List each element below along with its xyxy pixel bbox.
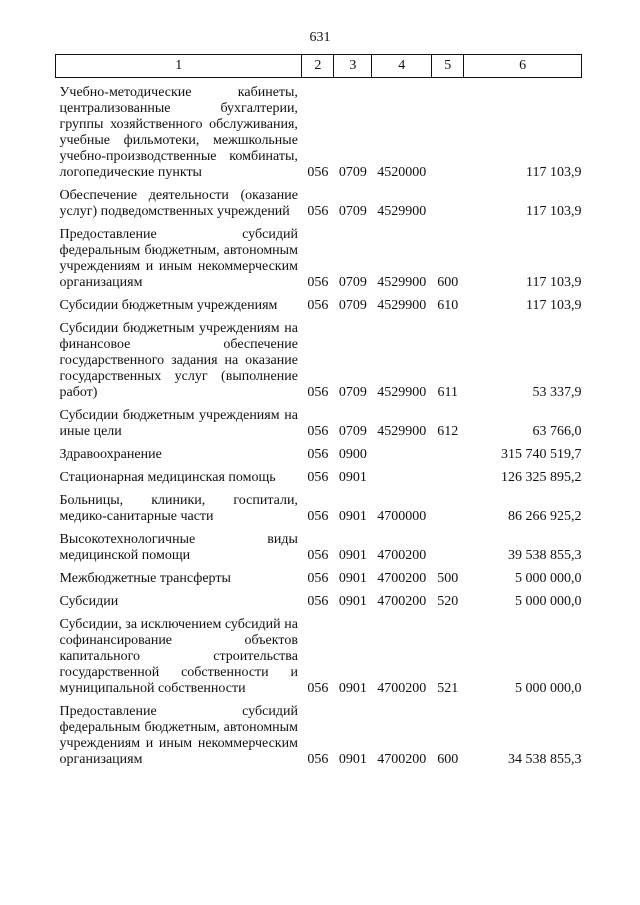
row-expense-kind-code: 600 — [437, 752, 459, 767]
row-target-code: 4529900 — [377, 424, 427, 439]
row-section-code: 0901 — [338, 594, 367, 609]
row-ministry-code: 056 — [307, 298, 329, 313]
row-amount: 5 000 000,0 — [515, 681, 582, 696]
row-section-code: 0709 — [338, 385, 367, 400]
row-target-code: 4520000 — [377, 165, 427, 180]
table-row — [56, 440, 582, 463]
row-expense-kind-code — [432, 486, 464, 525]
row-section-code: 0709 — [338, 298, 367, 313]
table-row — [56, 314, 582, 401]
row-target-code: 4700200 — [377, 594, 427, 609]
page-number: 631 — [309, 30, 331, 45]
row-section-code: 0709 — [338, 275, 367, 290]
table-row — [56, 220, 582, 291]
row-name: Субсидии бюджетным учреждениям на иные цели — [59, 408, 298, 439]
row-section-code: 0709 — [338, 204, 367, 219]
row-expense-kind-code — [432, 525, 464, 564]
row-section-code: 0901 — [338, 470, 367, 485]
table-row — [56, 401, 582, 440]
row-section-code: 0709 — [338, 424, 367, 439]
row-amount: 34 538 855,3 — [508, 752, 582, 767]
row-target-code: 4700000 — [377, 509, 427, 524]
row-name: Предоставление субсидий федеральным бюджетным, автономным учреждениям и иным некоммерческим организациям — [59, 227, 298, 290]
header-col-2: 2 — [302, 55, 334, 78]
header-col-6: 6 — [464, 55, 582, 78]
row-amount: 39 538 855,3 — [508, 548, 582, 563]
table-row — [56, 486, 582, 525]
row-target-code: 4700200 — [377, 571, 427, 586]
row-ministry-code: 056 — [307, 385, 329, 400]
header-col-3: 3 — [334, 55, 372, 78]
row-ministry-code: 056 — [307, 594, 329, 609]
table-header — [56, 55, 582, 78]
row-ministry-code: 056 — [307, 681, 329, 696]
row-ministry-code: 056 — [307, 447, 329, 462]
row-amount: 5 000 000,0 — [515, 571, 582, 586]
row-target-code: 4700200 — [377, 752, 427, 767]
row-expense-kind-code — [432, 463, 464, 486]
row-target-code: 4700200 — [377, 548, 427, 563]
row-expense-kind-code: 500 — [437, 571, 459, 586]
row-ministry-code: 056 — [307, 204, 329, 219]
table-row — [56, 525, 582, 564]
row-expense-kind-code: 521 — [437, 681, 459, 696]
row-name: Субсидии, за исключением субсидий на софинансирование объектов капитального строительства государственной собственности и муниципальной собственности — [59, 617, 298, 696]
row-section-code: 0900 — [338, 447, 367, 462]
row-name: Субсидии бюджетным учреждениям — [59, 298, 278, 313]
table-row — [56, 291, 582, 314]
row-target-code: 4700200 — [377, 681, 427, 696]
row-expense-kind-code: 611 — [437, 385, 458, 400]
row-name: Субсидии бюджетным учреждениям на финансовое обеспечение государственного задания на оказание государственных услуг (выполнение работ) — [59, 321, 298, 400]
row-section-code: 0709 — [338, 165, 367, 180]
row-target-code: 4529900 — [377, 385, 427, 400]
row-section-code: 0901 — [338, 571, 367, 586]
row-expense-kind-code — [432, 181, 464, 220]
row-ministry-code: 056 — [307, 470, 329, 485]
row-amount: 117 103,9 — [526, 165, 582, 180]
row-target-code: 4529900 — [377, 275, 427, 290]
row-expense-kind-code — [432, 78, 464, 182]
row-target-code: 4529900 — [377, 298, 427, 313]
row-section-code: 0901 — [338, 752, 367, 767]
row-expense-kind-code — [432, 440, 464, 463]
row-name: Больницы, клиники, госпитали, медико-санитарные части — [59, 493, 298, 524]
table-row — [56, 610, 582, 697]
row-name: Учебно-методические кабинеты, централизованные бухгалтерии, группы хозяйственного обслуживания, учебные фильмотеки, межшкольные учебно-производственные комбинаты, логопедические пункты — [59, 85, 298, 180]
table-body — [56, 78, 582, 769]
row-expense-kind-code: 612 — [437, 424, 459, 439]
row-target-code: 4529900 — [377, 204, 427, 219]
row-name: Обеспечение деятельности (оказание услуг) подведомственных учреждений — [59, 188, 298, 219]
table-row — [56, 697, 582, 768]
row-expense-kind-code: 600 — [437, 275, 459, 290]
row-name: Стационарная медицинская помощь — [59, 470, 276, 485]
row-amount: 117 103,9 — [526, 298, 582, 313]
row-section-code: 0901 — [338, 548, 367, 563]
row-section-code: 0901 — [338, 681, 367, 696]
row-expense-kind-code: 520 — [437, 594, 459, 609]
table-row — [56, 463, 582, 486]
row-ministry-code: 056 — [307, 571, 329, 586]
row-name: Предоставление субсидий федеральным бюджетным, автономным учреждениям и иным некоммерческим организациям — [59, 704, 298, 767]
table-row — [56, 181, 582, 220]
header-col-1: 1 — [56, 55, 302, 78]
table-row — [56, 564, 582, 587]
row-expense-kind-code: 610 — [437, 298, 459, 313]
row-target-code — [372, 463, 432, 486]
row-target-code — [372, 440, 432, 463]
row-ministry-code: 056 — [307, 165, 329, 180]
row-name: Здравоохранение — [59, 447, 162, 462]
row-amount: 315 740 519,7 — [501, 447, 582, 462]
header-col-4: 4 — [372, 55, 432, 78]
header-col-5: 5 — [432, 55, 464, 78]
table-row — [56, 587, 582, 610]
row-amount: 5 000 000,0 — [515, 594, 582, 609]
table-row — [56, 78, 582, 182]
row-amount: 117 103,9 — [526, 204, 582, 219]
row-ministry-code: 056 — [307, 509, 329, 524]
row-ministry-code: 056 — [307, 424, 329, 439]
row-name: Высокотехнологичные виды медицинской помощи — [59, 532, 298, 563]
budget-table — [55, 54, 582, 768]
row-ministry-code: 056 — [307, 275, 329, 290]
row-ministry-code: 056 — [307, 548, 329, 563]
row-ministry-code: 056 — [307, 752, 329, 767]
row-section-code: 0901 — [338, 509, 367, 524]
row-amount: 53 337,9 — [532, 385, 582, 400]
row-amount: 63 766,0 — [532, 424, 582, 439]
row-amount: 117 103,9 — [526, 275, 582, 290]
row-amount: 86 266 925,2 — [508, 509, 582, 524]
row-name: Межбюджетные трансферты — [59, 571, 231, 586]
row-amount: 126 325 895,2 — [501, 470, 582, 485]
row-name: Субсидии — [59, 594, 119, 609]
